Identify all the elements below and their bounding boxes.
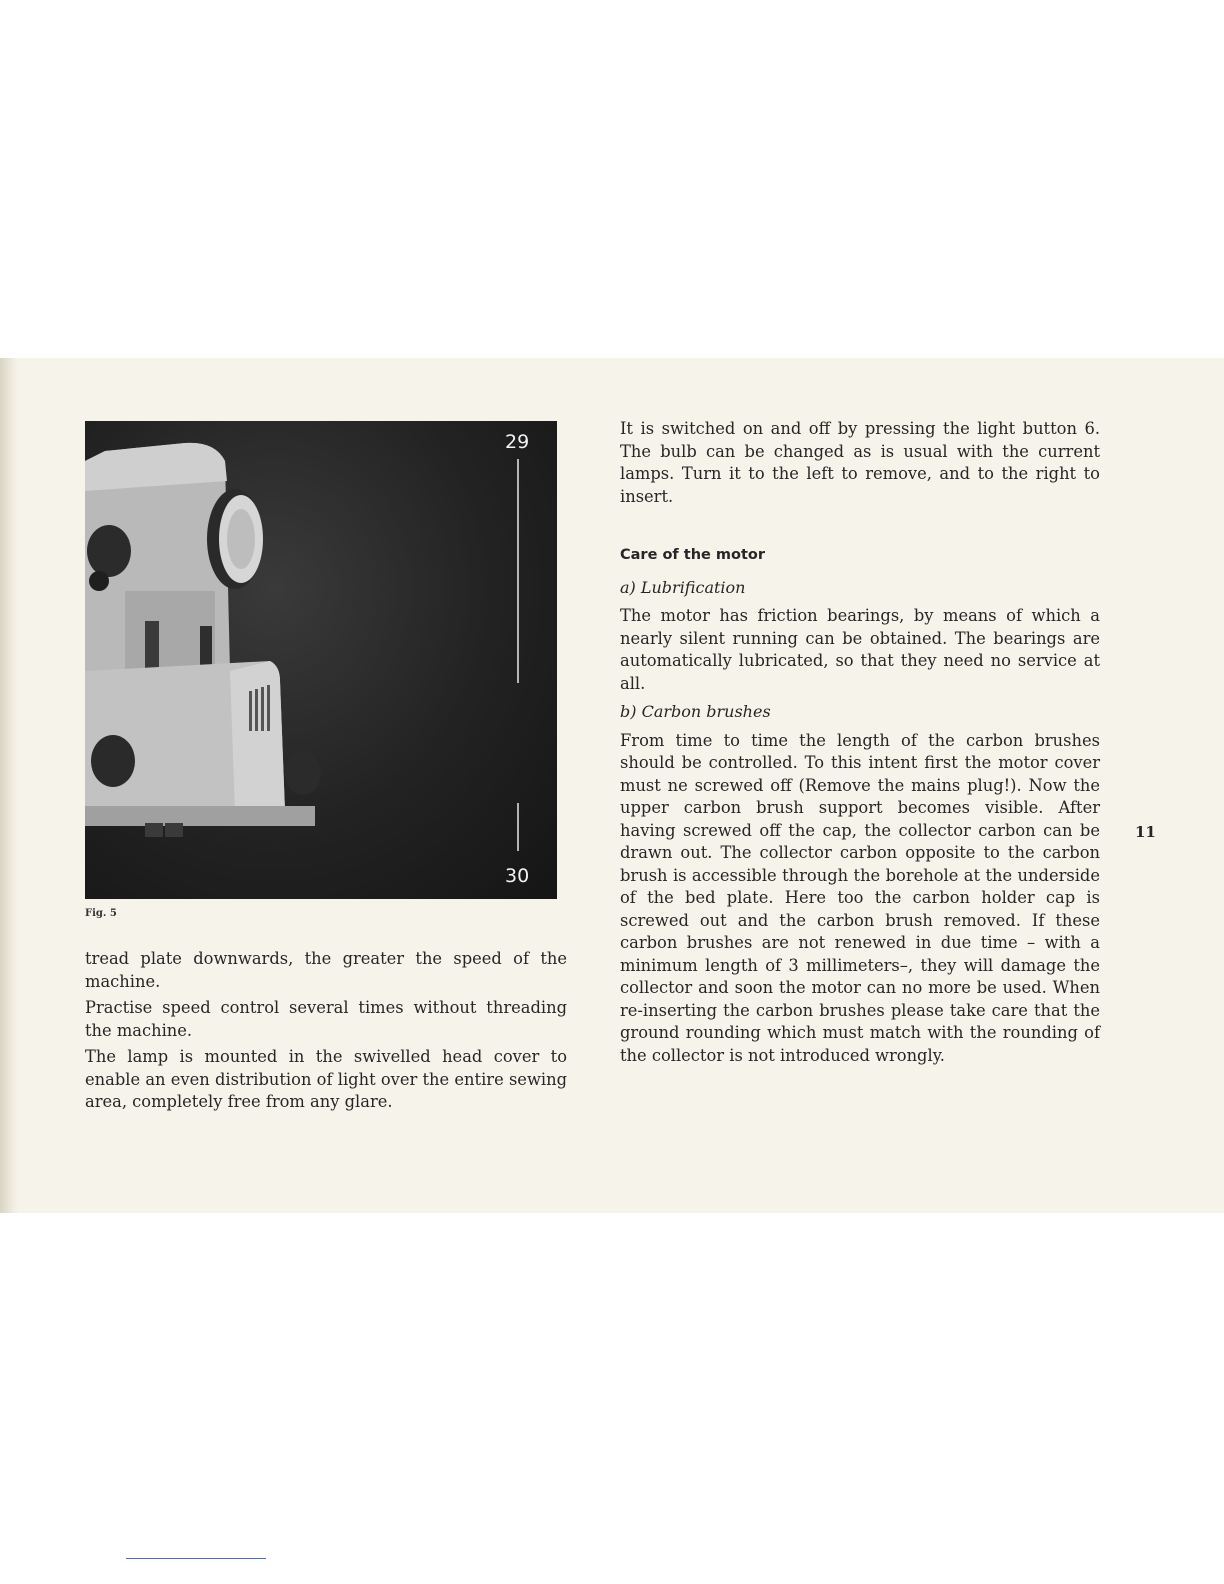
- left-paragraph: Practise speed control several times without threading the machine.: [85, 998, 567, 1040]
- figure-photo: [85, 421, 557, 899]
- scale-marker-bottom: 30: [505, 865, 530, 887]
- section-heading: Care of the motor: [620, 547, 766, 563]
- page-number: 11: [1135, 823, 1156, 841]
- left-column: [85, 948, 567, 1118]
- figure-caption: Fig. 5: [85, 908, 117, 919]
- carbon-brushes-paragraph: From time to time the length of the carbon brushes should be controlled. To this intent first the motor cover must ne screwed off (Remove the mains plug!). Now the upper carbon brush support becomes visible. After having screwed off the cap, the collector carbon can be drawn out. The collector carbon opposite to the carbon brush is accessible through the borehole at the underside of the bed plate. Here too the carbon holder cap is screwed out and the carbon brush removed. If these carbon brushes are not renewed in due time – with a minimum length of 3 millimeters–, they will damage the collector and soon the motor can no more be used. When re-inserting the carbon brushes please take care that the ground rounding which must match with the rounding of the collector is not introduced wrongly.: [620, 730, 1100, 1065]
- book-page: [0, 358, 1224, 1213]
- left-paragraph: The lamp is mounted in the swivelled head cover to enable an even distribution of light over the entire sewing area, completely free from any glare.: [85, 1047, 567, 1111]
- footer-rule: [126, 1558, 266, 1559]
- sewing-machine-illustration: [85, 421, 557, 899]
- subheading-lubrification: a) Lubrification: [620, 577, 746, 597]
- page-spine-shadow: [0, 358, 18, 1213]
- intro-paragraph: It is switched on and off by pressing the light button 6. The bulb can be changed as is usual with the current lamps. Turn it to the left to remove, and to the right to insert.: [620, 419, 1100, 506]
- left-paragraph: tread plate downwards, the greater the speed of the machine.: [85, 949, 567, 991]
- right-column: [620, 418, 1100, 1071]
- scale-marker-top: 29: [505, 431, 530, 453]
- subheading-carbon-brushes: b) Carbon brushes: [620, 702, 771, 721]
- lubrification-paragraph: The motor has friction bearings, by means of which a nearly silent running can be obtained. The bearings are automatically lubricated, so that they need no service at all.: [620, 606, 1100, 693]
